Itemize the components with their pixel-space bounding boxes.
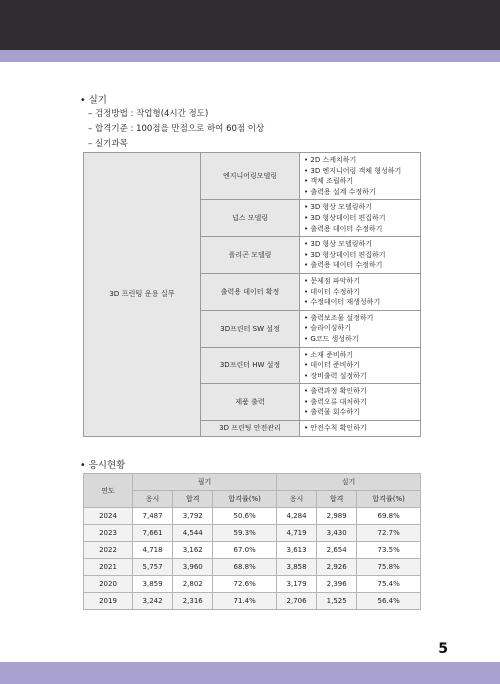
element-item [304, 239, 416, 250]
element-text: 3D 형상 모델링하기 [310, 203, 372, 212]
stats-value-cell: 67.0% [213, 542, 277, 559]
stats-value-cell: 4,284 [276, 508, 316, 525]
sub-header: 합격률(%) [357, 491, 421, 508]
element-item [304, 224, 416, 235]
bullet-icon: • [304, 224, 311, 233]
element-item [304, 166, 416, 177]
stats-value-cell: 71.4% [213, 593, 277, 610]
element-item [304, 360, 416, 371]
element-text: 출력용 설계 수정하기 [310, 187, 376, 196]
element-item [304, 297, 416, 308]
year-cell: 2023 [84, 525, 133, 542]
element-item [304, 287, 416, 298]
element-item [304, 334, 416, 345]
element-text: 수정데이터 재생성하기 [310, 298, 381, 307]
bullet-icon: • [304, 240, 311, 249]
stats-value-cell: 2,706 [276, 593, 316, 610]
element-item [304, 250, 416, 261]
stats-row [84, 542, 421, 559]
bullet-icon: • [304, 156, 311, 164]
bullet-icon: • [304, 334, 311, 343]
practical-header: 실기 [276, 474, 420, 491]
subject-elements-cell [300, 347, 421, 384]
year-cell: 2022 [84, 542, 133, 559]
bullet-icon: • [304, 324, 311, 333]
stats-value-cell: 3,179 [276, 576, 316, 593]
practical-subjects-table [83, 152, 421, 437]
bullet-icon: • [304, 203, 311, 212]
sub-header: 응시 [276, 491, 316, 508]
stats-value-cell: 4,719 [276, 525, 316, 542]
element-text: 출력물 회수하기 [310, 408, 360, 417]
element-text: 슬라이싱하기 [310, 324, 351, 333]
stats-value-cell: 7,487 [133, 508, 173, 525]
stats-value-cell: 4,544 [173, 525, 213, 542]
subject-item-cell: 엔지니어링모델링 [201, 153, 300, 200]
stats-value-cell: 2,396 [317, 576, 357, 593]
bullet-icon: • [304, 387, 311, 396]
top-accent-stripe [0, 50, 500, 62]
bullet-icon: • [304, 287, 311, 296]
stats-value-cell: 3,960 [173, 559, 213, 576]
subject-item-cell: 3D프린터 HW 설정 [201, 347, 300, 384]
element-item [304, 407, 416, 418]
stats-value-cell: 2,989 [317, 508, 357, 525]
bullet-icon: • [304, 250, 311, 259]
sub-header: 합격 [173, 491, 213, 508]
stats-section-heading: • 응시현황 [80, 460, 126, 471]
written-header: 필기 [133, 474, 277, 491]
stats-row [84, 576, 421, 593]
bullet-icon: • [304, 166, 311, 175]
practical-title: 실기 [88, 95, 107, 106]
element-text: G코드 생성하기 [310, 334, 359, 343]
stats-value-cell: 2,926 [317, 559, 357, 576]
stats-value-cell: 75.4% [357, 576, 421, 593]
stats-value-cell: 3,430 [317, 525, 357, 542]
subject-item-cell: 폴리곤 모델링 [201, 237, 300, 274]
stats-value-cell: 1,525 [317, 593, 357, 610]
element-text: 출력과정 확인하기 [310, 387, 367, 396]
stats-value-cell: 3,859 [133, 576, 173, 593]
element-text: 출력오류 대처하기 [310, 397, 367, 406]
bullet-icon: • [304, 177, 311, 186]
element-item [304, 371, 416, 382]
element-item [304, 423, 416, 434]
year-cell: 2019 [84, 593, 133, 610]
element-text: 3D 형상데이터 편집하기 [310, 250, 386, 259]
element-text: 데이터 준비하기 [310, 361, 360, 370]
stats-value-cell: 2,802 [173, 576, 213, 593]
element-text: 2D 스케치하기 [310, 156, 357, 164]
stats-row [84, 525, 421, 542]
stats-value-cell: 3,858 [276, 559, 316, 576]
stats-value-cell: 56.4% [357, 593, 421, 610]
stats-row [84, 559, 421, 576]
element-item [304, 313, 416, 324]
stats-value-cell: 2,654 [317, 542, 357, 559]
subject-item-cell: 제품 출력 [201, 384, 300, 421]
subject-elements-cell [300, 310, 421, 347]
stats-value-cell: 73.5% [357, 542, 421, 559]
bullet-icon: • [304, 298, 311, 307]
stats-value-cell: 4,718 [133, 542, 173, 559]
bullet-icon: • [304, 276, 311, 285]
element-text: 문제점 파악하기 [310, 276, 360, 285]
element-text: 장비출력 설정하기 [310, 371, 367, 380]
page-number: 5 [438, 641, 448, 657]
exam-statistics-table [83, 473, 421, 610]
bullet-icon: • [304, 408, 311, 417]
element-text: 데이터 수정하기 [310, 287, 360, 296]
bullet-icon: • [304, 187, 311, 196]
stats-title: 응시현황 [88, 460, 126, 471]
year-cell: 2024 [84, 508, 133, 525]
element-item [304, 386, 416, 397]
subject-elements-cell [300, 384, 421, 421]
element-item [304, 155, 416, 166]
element-item [304, 202, 416, 213]
element-item [304, 213, 416, 224]
top-header-bar [0, 0, 500, 50]
stats-row [84, 508, 421, 525]
element-text: 3D 엔지니어링 객체 형성하기 [310, 166, 402, 175]
sub-header: 합격률(%) [213, 491, 277, 508]
stats-value-cell: 3,242 [133, 593, 173, 610]
stats-value-cell: 72.7% [357, 525, 421, 542]
year-cell: 2021 [84, 559, 133, 576]
element-text: 안전수칙 확인하기 [310, 424, 367, 433]
year-header: 연도 [84, 474, 133, 508]
bullet-icon: • [304, 361, 311, 370]
element-text: 출력용 데이터 수정하기 [310, 224, 383, 233]
subject-elements-cell [300, 200, 421, 237]
practical-section-heading: • 실기 [80, 95, 107, 106]
subjects-label: – 실기과목 [88, 139, 128, 149]
subject-item-cell: 출력용 데이터 확정 [201, 273, 300, 310]
element-item [304, 176, 416, 187]
element-text: 출력보조물 설정하기 [310, 313, 374, 322]
element-item [304, 397, 416, 408]
element-text: 3D 형상데이터 편집하기 [310, 213, 386, 222]
element-item [304, 276, 416, 287]
bullet-icon: • [304, 397, 311, 406]
element-item [304, 350, 416, 361]
stats-value-cell: 50.6% [213, 508, 277, 525]
stats-row [84, 593, 421, 610]
subject-elements-cell [300, 237, 421, 274]
bullet-icon: • [304, 213, 311, 222]
year-cell: 2020 [84, 576, 133, 593]
bullet-icon: • [304, 424, 311, 433]
element-item [304, 260, 416, 271]
stats-value-cell: 72.6% [213, 576, 277, 593]
element-text: 3D 형상 모델링하기 [310, 240, 372, 249]
sub-header: 응시 [133, 491, 173, 508]
stats-value-cell: 5,757 [133, 559, 173, 576]
main-subject-cell: 3D 프린팅 운용 실무 [84, 153, 201, 437]
subject-elements-cell [300, 153, 421, 200]
subject-row [84, 153, 421, 200]
subject-elements-cell [300, 421, 421, 437]
bottom-accent-bar [0, 662, 500, 684]
stats-value-cell: 75.8% [357, 559, 421, 576]
bullet-icon: • [304, 371, 311, 380]
stats-value-cell: 68.8% [213, 559, 277, 576]
element-text: 객체 조립하기 [310, 177, 354, 186]
bullet-icon: • [304, 313, 311, 322]
stats-value-cell: 3,162 [173, 542, 213, 559]
exam-method: – 검정방법 : 작업형(4시간 정도) [88, 109, 209, 119]
bullet-icon: • [304, 261, 311, 270]
bullet-icon: • [304, 350, 311, 359]
sub-header: 합격 [317, 491, 357, 508]
subject-elements-cell [300, 273, 421, 310]
subject-item-cell: 넙스 모델링 [201, 200, 300, 237]
subject-item-cell: 3D 프린팅 안전관리 [201, 421, 300, 437]
element-text: 소재 준비하기 [310, 350, 354, 359]
stats-value-cell: 69.8% [357, 508, 421, 525]
stats-value-cell: 3,792 [173, 508, 213, 525]
element-item [304, 187, 416, 198]
subject-item-cell: 3D프린터 SW 설정 [201, 310, 300, 347]
element-item [304, 323, 416, 334]
stats-value-cell: 7,661 [133, 525, 173, 542]
element-text: 출력용 데이터 수정하기 [310, 261, 383, 270]
stats-value-cell: 59.3% [213, 525, 277, 542]
pass-criteria: – 합격기준 : 100점을 만점으로 하여 60점 이상 [88, 124, 265, 134]
stats-value-cell: 2,316 [173, 593, 213, 610]
stats-value-cell: 3,613 [276, 542, 316, 559]
